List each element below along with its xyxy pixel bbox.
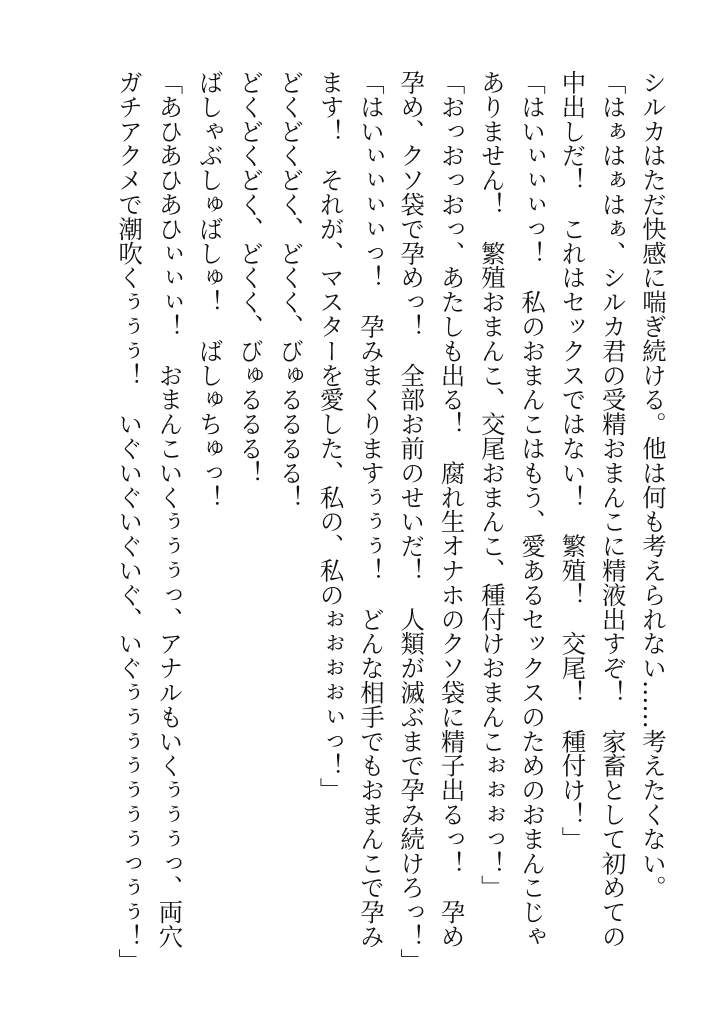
text-line: 「おっおっおっ、あたしも出る！ 腐れ生オナホのクソ袋に精子出るっ！ 孕め bbox=[436, 70, 466, 949]
text-line: シルカはただ快感に喘ぎ続ける。他は何も考えられない……考えたくない。 bbox=[638, 70, 667, 900]
text-line: ありません！ 繁殖おまんこ、交尾おまんこ、種付けおまんこぉぉぉっ！」 bbox=[476, 70, 506, 900]
text-line: 「はいぃぃぃぃっ！ 孕みまくりますぅぅぅ！ どんな相手でもおまんこで孕み bbox=[355, 70, 385, 949]
text-line: 「はぁはぁはぁ、シルカ君の受精おまんこに精液出すぞ！ 家畜として初めての bbox=[597, 70, 627, 949]
text-line: ガチアクメで潮吹くぅぅぅ！ いぐいぐいぐいぐ、いぐぅぅぅぅぅぅぅっぅぅ！」 bbox=[114, 70, 144, 973]
vertical-text-page bbox=[32, 70, 672, 973]
text-line: 中出しだ！ これはセックスではない！ 繁殖！ 交尾！ 種付け！」 bbox=[557, 70, 587, 851]
text-line: 「はいぃぃぃっ！ 私のおまんこはもう、愛あるセックスのためのおまんこじゃ bbox=[517, 70, 547, 949]
text-line: 「あひあひあひぃぃぃ！ おまんこいくぅぅぅっ、アナルもいくぅぅぅっ、両穴 bbox=[154, 70, 184, 949]
text-line: ばしゃぶしゅばしゅ！ ばしゅちゅっ！ bbox=[194, 70, 224, 510]
text-line: ます！ それが、マスターを愛した、私の、私のぉぉぉぉぃっ！」 bbox=[315, 70, 345, 802]
text-line: どくどくどく、どくく、びゅるるる！ bbox=[235, 70, 265, 485]
text-line: 孕め、クソ袋で孕めっ！ 全部お前のせいだ！ 人類が滅ぶまで孕み続けろっ！」 bbox=[396, 70, 426, 973]
text-line: どくどくどく、どくく、びゅるるるる！ bbox=[275, 70, 305, 510]
